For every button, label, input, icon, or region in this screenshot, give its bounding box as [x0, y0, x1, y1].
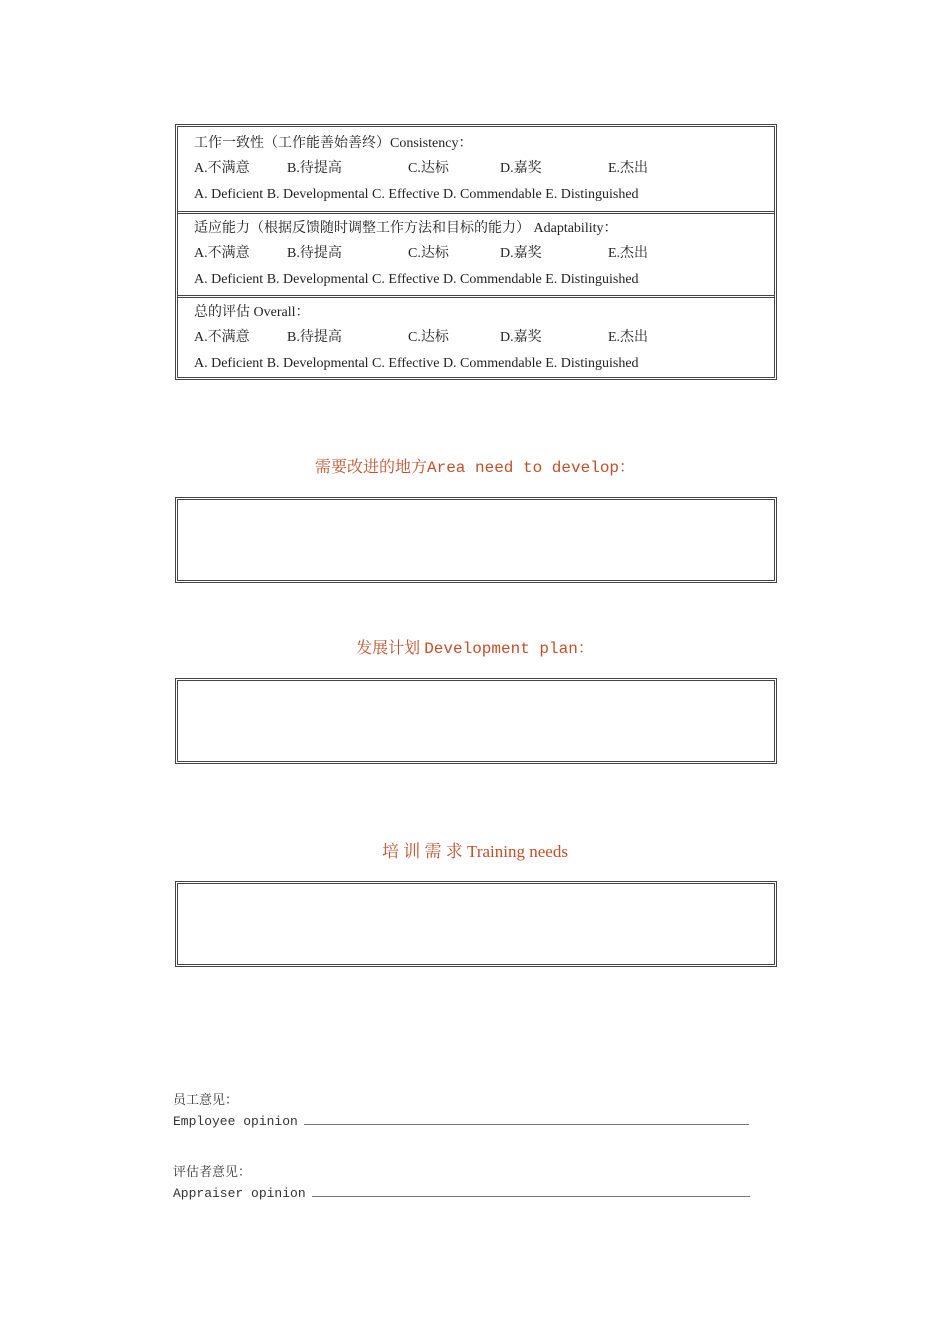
rating-options-en: A. Deficient B. Developmental C. Effective D. Commendable E. Distinguished	[194, 272, 639, 287]
option-d[interactable]: D.嘉奖	[500, 246, 542, 261]
development-plan-heading	[0, 635, 950, 658]
training-needs-heading-en: Training needs	[467, 842, 568, 861]
development-plan-heading-cn: 发展计划	[356, 640, 425, 657]
option-d[interactable]: D.嘉奖	[500, 161, 542, 176]
option-a[interactable]: A.不满意	[194, 246, 250, 261]
option-b[interactable]: B.待提高	[287, 246, 342, 261]
employee-opinion-field[interactable]	[304, 1123, 749, 1125]
option-d[interactable]: D.嘉奖	[500, 330, 542, 345]
training-needs-field[interactable]	[175, 881, 777, 967]
training-needs-heading-cn: 培 训 需 求	[382, 842, 468, 861]
option-b[interactable]: B.待提高	[287, 161, 342, 176]
option-a[interactable]: A.不满意	[194, 330, 250, 345]
rating-row-adaptability	[178, 211, 774, 294]
option-e[interactable]: E.杰出	[608, 246, 649, 261]
option-c[interactable]: C.达标	[408, 246, 449, 261]
rating-options-cn	[194, 161, 754, 177]
area-to-develop-heading-cn: 需要改进的地方	[314, 459, 427, 476]
employee-opinion-line	[173, 1114, 749, 1129]
rating-question: 工作一致性（工作能善始善终）Consistency：	[194, 136, 473, 151]
option-e[interactable]: E.杰出	[608, 161, 649, 176]
rating-row-consistency	[178, 127, 774, 210]
rating-row-overall	[178, 295, 774, 378]
development-plan-heading-en: Development plan：	[424, 640, 594, 658]
appraiser-opinion-line	[173, 1186, 750, 1201]
area-to-develop-field[interactable]	[175, 497, 777, 583]
rating-options-en: A. Deficient B. Developmental C. Effective D. Commendable E. Distinguished	[194, 187, 639, 202]
area-to-develop-heading-en: Area need to develop：	[426, 459, 636, 477]
training-needs-heading	[0, 837, 950, 862]
area-to-develop-heading	[0, 454, 950, 477]
option-a[interactable]: A.不满意	[194, 161, 250, 176]
rating-options-cn	[194, 246, 754, 262]
rating-question: 适应能力（根据反馈随时调整工作方法和目标的能力） Adaptability：	[194, 221, 618, 236]
rating-options-cn	[194, 330, 754, 346]
appraiser-opinion-label: Appraiser opinion	[173, 1186, 306, 1201]
employee-opinion-cn-label	[173, 1089, 238, 1108]
appraiser-opinion-field[interactable]	[312, 1195, 750, 1197]
rating-options-en: A. Deficient B. Developmental C. Effective D. Commendable E. Distinguished	[194, 356, 639, 371]
rating-table	[175, 124, 777, 380]
option-c[interactable]: C.达标	[408, 161, 449, 176]
development-plan-field[interactable]	[175, 678, 777, 764]
option-b[interactable]: B.待提高	[287, 330, 342, 345]
employee-opinion-cn: 员工意见：	[173, 1092, 239, 1107]
appraiser-opinion-cn: 评估者意见：	[173, 1164, 252, 1179]
option-e[interactable]: E.杰出	[608, 330, 649, 345]
appraiser-opinion-cn-label	[173, 1161, 251, 1180]
employee-opinion-label: Employee opinion	[173, 1114, 298, 1129]
rating-question: 总的评估 Overall：	[194, 305, 310, 320]
option-c[interactable]: C.达标	[408, 330, 449, 345]
